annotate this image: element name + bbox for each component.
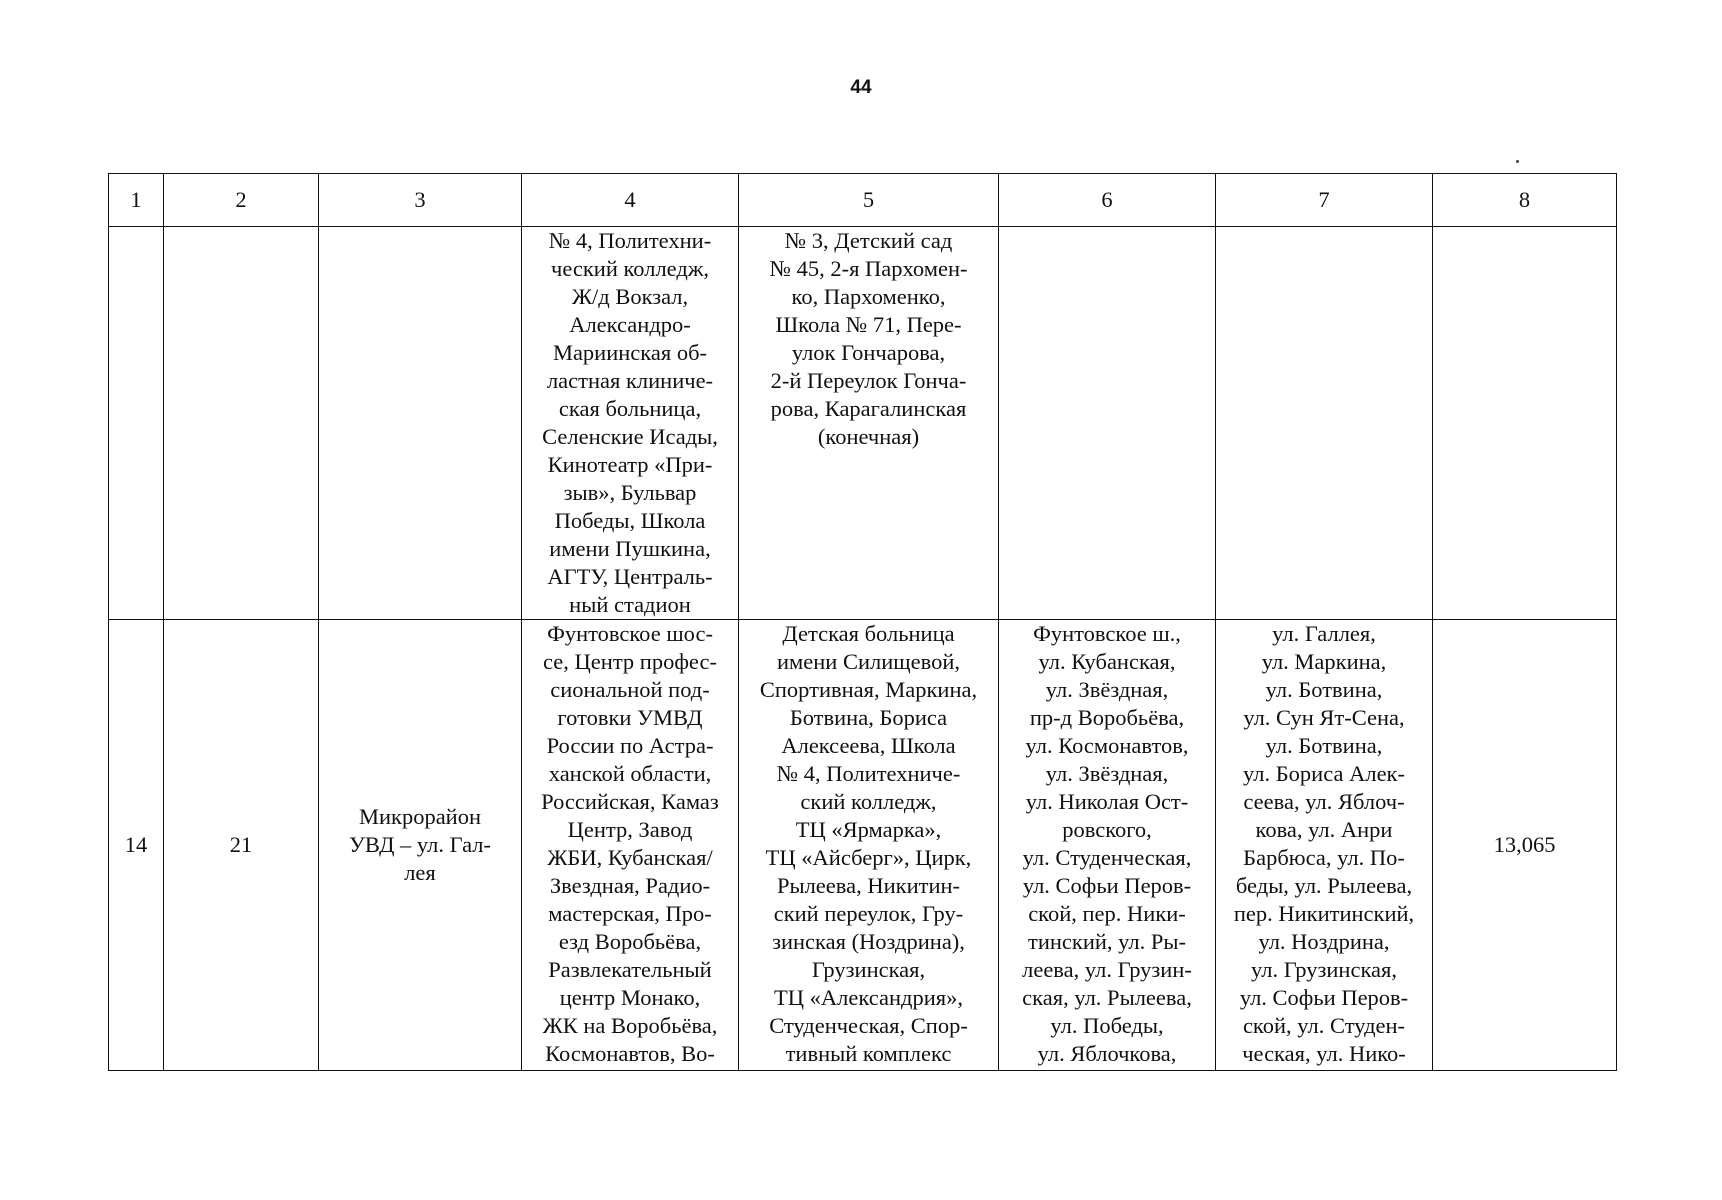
- stops-forward-text: Фунтовское шос- се, Центр профес- сиональной под- готовки УМВД России по Астра- ханской области, Российская, Камаз Центр, Завод ЖБИ, Кубанская/ Звездная, Радио- мастерская, Про- езд Воробьёва, Развлекательный центр Монако, ЖК на Воробьёва, Космонавтов, Во-: [541, 621, 719, 1066]
- table-cell: [522, 620, 739, 1071]
- table-cell: [164, 227, 319, 620]
- header-cell: 7: [1216, 174, 1433, 227]
- route-number-cell: [164, 620, 319, 1071]
- stops-forward-text: № 4, Политехни- ческий колледж, Ж/д Вокзал, Александро- Мариинская об- ластная клиниче- ская больница, Селенские Исады, Кинотеатр «При- зыв», Бульвар Победы, Школа имени Пушкина, АГТУ, Централь- ный стадион: [542, 228, 718, 617]
- page-number: 44: [850, 77, 872, 98]
- table-cell: [999, 227, 1216, 620]
- table-cell: [1433, 227, 1617, 620]
- table-cell: [1216, 620, 1433, 1071]
- header-cell: 2: [164, 174, 319, 227]
- table-cell: [522, 227, 739, 620]
- table-cell: [739, 620, 999, 1071]
- header-cell: 6: [999, 174, 1216, 227]
- header-cell: 5: [739, 174, 999, 227]
- table-cell: [319, 227, 522, 620]
- route-number: 21: [229, 832, 253, 857]
- route-length: 13,065: [1493, 832, 1556, 857]
- header-cell: 4: [522, 174, 739, 227]
- route-name: Микрорайон УВД – ул. Гал- лея: [348, 804, 492, 885]
- streets-backward-text: ул. Галлея, ул. Маркина, ул. Ботвина, ул. Сун Ят-Сена, ул. Ботвина, ул. Бориса Алек- сеева, ул. Яблоч- кова, ул. Анри Барбюса, ул. По- беды, ул. Рылеева, пер. Никитинский, ул. Ноздрина, ул. Грузинская, ул. Софьи Перов- ской, ул. Студен- ческая, ул. Нико-: [1233, 621, 1415, 1066]
- routes-table: [108, 173, 1617, 1071]
- row-number: 14: [124, 832, 148, 857]
- header-cell: 3: [319, 174, 522, 227]
- table-cell: [739, 227, 999, 620]
- streets-forward-text: Фунтовское ш., ул. Кубанская, ул. Звёздная, пр-д Воробьёва, ул. Космонавтов, ул. Звёздная, ул. Николая Ост- ровского, ул. Студенческая, ул. Софьи Перов- ской, пер. Ники- тинский, ул. Ры- леева, ул. Грузин- ская, ул. Рылеева, ул. Победы, ул. Яблочкова,: [1022, 621, 1192, 1066]
- scan-speck: [1516, 160, 1519, 163]
- row-number-cell: [109, 620, 164, 1071]
- table-header-row: [109, 174, 1617, 227]
- header-cell: 1: [109, 174, 164, 227]
- header-cell: 8: [1433, 174, 1617, 227]
- route-length-cell: [1433, 620, 1617, 1071]
- stops-backward-text: Детская больница имени Силищевой, Спортивная, Маркина, Ботвина, Бориса Алексеева, Школа № 4, Политехниче- ский колледж, ТЦ «Ярмарка», ТЦ «Айсберг», Цирк, Рылеева, Никитин- ский переулок, Гру- зинская (Ноздрина), Грузинская, ТЦ «Александрия», Студенческая, Спор- тивный комплекс: [759, 621, 978, 1066]
- table-cell: [999, 620, 1216, 1071]
- stops-backward-text: № 3, Детский сад № 45, 2-я Пархомен- ко, Пархоменко, Школа № 71, Пере- улок Гончарова, 2-й Переулок Гонча- рова, Карагалинская (конечная): [769, 228, 968, 449]
- table-cell: [1216, 227, 1433, 620]
- table-cell: [109, 227, 164, 620]
- route-name-cell: [319, 620, 522, 1071]
- table-row: [109, 620, 1617, 1071]
- table-row: [109, 227, 1617, 620]
